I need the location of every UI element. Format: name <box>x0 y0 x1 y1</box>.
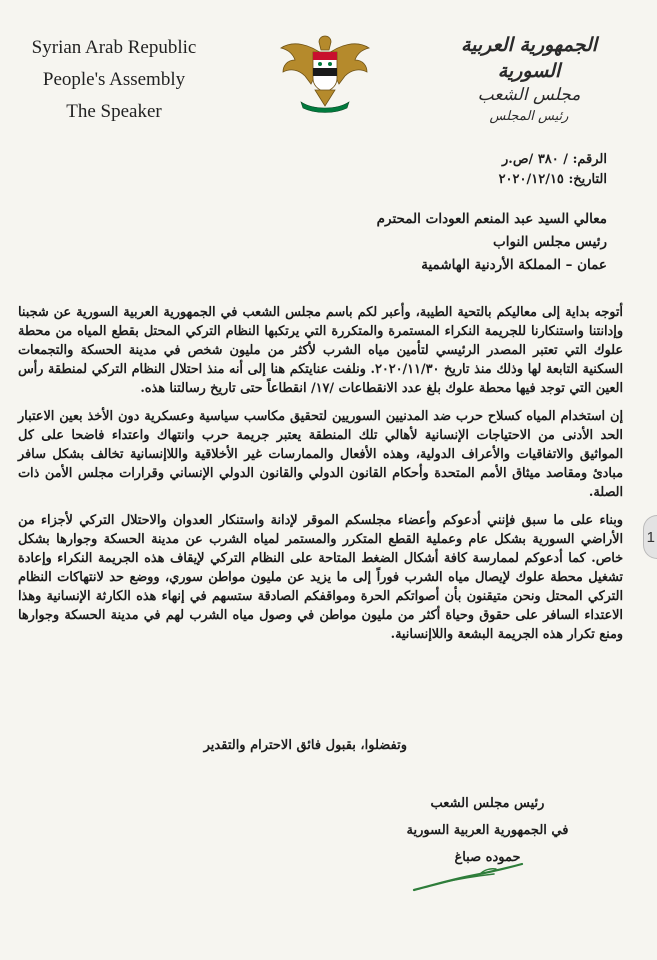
body-paragraph-3: وبناء على ما سبق فإنني أدعوكم وأعضاء مجلسكم الموقر لإدانة واستنكار العدوان والاحتلال التركي لأجزاء من الأراضي السورية بشكل عام وعملية القطع المتكرر والمستمر لمياه الشرب عن مدينة الحسكة وجوارها بشكل خاص. كما أدعوكم لممارسة كافة أشكال الضغط المتاحة على النظام التركي لإيقاف هذه الجريمة النكراء وإعادة تشغيل محطة علوك لإيصال مياه الشرب فوراً إلى ما يزيد عن مليون مواطن سوري، ووضع حد لانتهاكات النظام التركي المحتل ونحن متيقنون بأن أصواتكم الحرة ومواقفكم الصادقة ستسهم في إنهاء هذه الكارثة الإنسانية وهذا الاعتداء السافر على حقوق وحياة أكثر من مليون مواطن في وصول مياه الشرب لهم في مدينة الحسكة وجوارها ومنع تكرار هذه الجريمة البشعة واللاإنسانية. <box>18 513 623 642</box>
page-edge-tab-label: 1 <box>646 529 655 546</box>
letter-body <box>18 303 623 653</box>
signatory-title: رئيس مجلس الشعب <box>430 796 545 811</box>
arabic-header-line3: رئيس المجلس <box>489 109 569 124</box>
reference-number: الرقم: / ٣٨٠ /ص.ر <box>502 152 607 167</box>
signatory-name: حموده صباغ <box>454 850 521 865</box>
addressee-location: عمان – المملكة الأردنية الهاشمية <box>421 257 607 273</box>
reference-block <box>499 150 607 190</box>
body-paragraph-2: إن استخدام المياه كسلاح حرب ضد المدنيين السوريين لتحقيق مكاسب سياسية وعسكرية دون الأخذ بعين الاعتبار الحد الأدنى من الاحتياجات الإنسانية لأهالي تلك المنطقة يعتبر جريمة حرب وانتهاك واعتداء فاضحا على كل المواثيق والاتفاقيات والأعراف الدولية، وهذه الأفعال والممارسات غير الأخلاقية واللاإنسانية تخالف بشكل سافر مبادئ ومقاصد ميثاق الأمم المتحدة وأحكام القانون الدولي والقانون الدولي الإنساني وقرارات مجلس الأمن ذات الصلة. <box>18 409 623 500</box>
english-header-line2: People's Assembly <box>42 69 186 90</box>
handwritten-signature-icon <box>410 850 530 900</box>
english-header-line3: The Speaker <box>66 101 162 122</box>
closing-line: وتفضلوا، بقبول فائق الاحترام والتقدير <box>203 738 407 753</box>
arabic-header-line2: مجلس الشعب <box>477 85 581 105</box>
body-paragraph-1: أتوجه بداية إلى معاليكم بالتحية الطيبة، وأعبر لكم باسم مجلس الشعب في الجمهورية العربية السورية عن شجبنا وإدانتنا واستنكارنا للجريمة النكراء المستمرة والمتكررة التي يرتكبها النظام التركي المحتل بقطع المياه من محطة علوك التي تعتبر المصدر الرئيسي لتأمين مياه الشرب لأكثر من مليون شخص في مدينة الحسكة والتجمعات السكنية التابعة لها وذلك منذ تاريخ ٢٠٢٠/١١/٣٠. ونلفت عنايتكم هنا إلى أنه منذ احتلال النظام التركي لمنطقة رأس العين التي توجد فيها محطة علوك بلغ عدد الانقطاعات /١٧/ انقطاعاً حتى تاريخ رسالتنا هذه. <box>18 305 624 396</box>
signatory-country: في الجمهورية العربية السورية <box>406 823 569 838</box>
arabic-header-line1: الجمهورية العربية السورية <box>460 34 598 82</box>
english-header-line1: Syrian Arab Republic <box>31 37 197 58</box>
addressee-block <box>377 208 607 277</box>
page-edge-tab[interactable] <box>643 515 657 559</box>
addressee-title: رئيس مجلس النواب <box>493 234 607 250</box>
english-letterhead <box>14 32 214 128</box>
arabic-letterhead <box>429 32 629 128</box>
addressee-name: معالي السيد عبد المنعم العودات المحترم <box>376 211 607 227</box>
syrian-eagle-emblem-icon <box>275 26 375 116</box>
reference-date: التاريخ: ٢٠٢٠/١٢/١٥ <box>498 172 607 187</box>
